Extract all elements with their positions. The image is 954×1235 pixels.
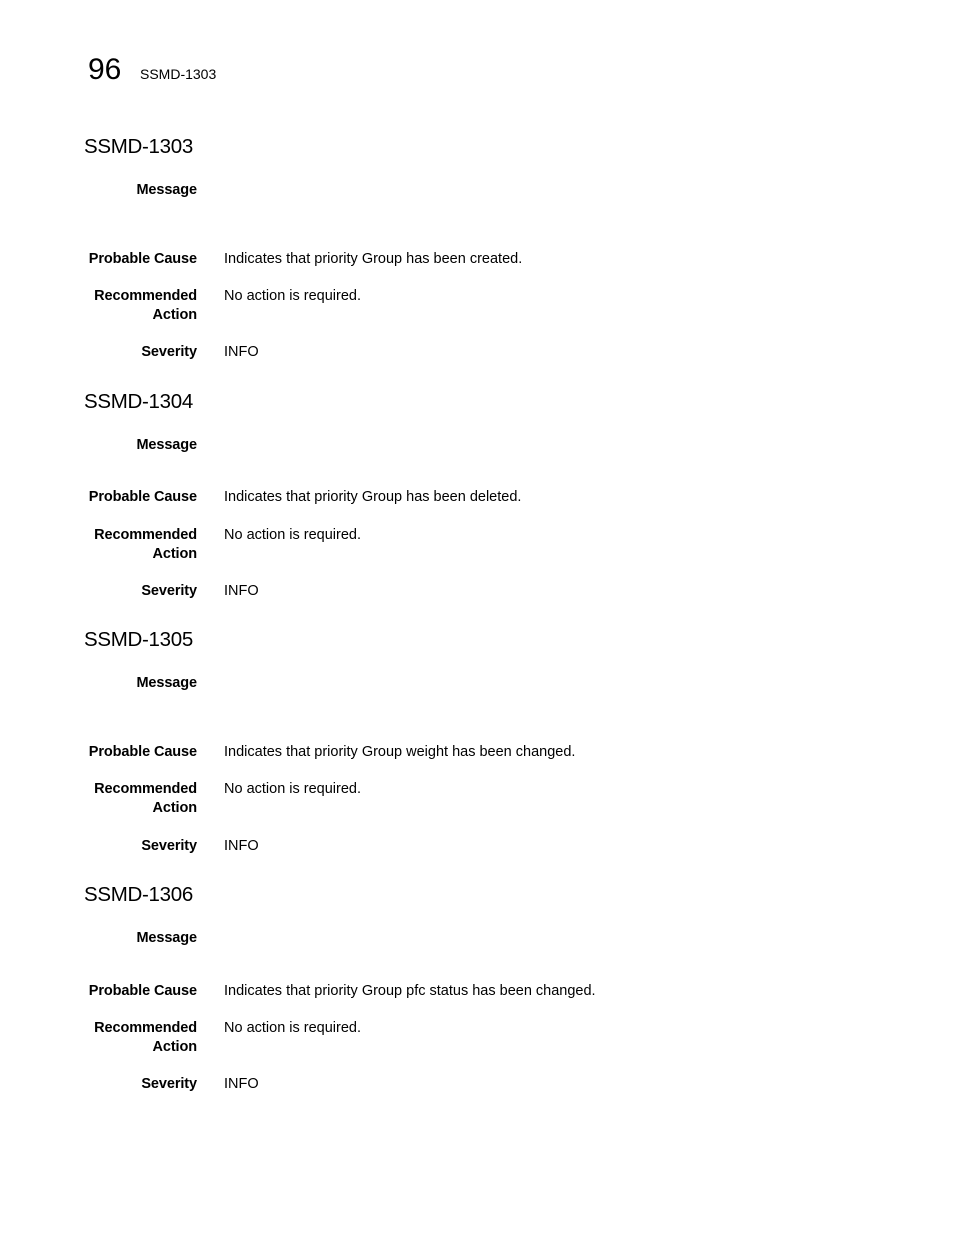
message-label: Message [136,675,197,691]
severity-label: Severity [141,1076,197,1092]
severity-value: INFO [224,1076,259,1092]
recommended-action-label-line1: Recommended [94,527,197,543]
recommended-action-label [47,287,197,325]
recommended-action-label-line2: Action [152,1039,197,1055]
probable-cause-label: Probable Cause [88,744,197,760]
recommended-action-label-line2: Action [152,307,197,323]
severity-label: Severity [141,583,197,599]
recommended-action-label [47,1019,197,1057]
entry-title: SSMD-1305 [84,628,193,651]
message-label: Message [136,182,197,198]
probable-cause-label: Probable Cause [88,983,197,999]
probable-cause-label: Probable Cause [88,251,197,267]
recommended-action-value: No action is required. [224,781,362,797]
severity-label: Severity [141,838,197,854]
recommended-action-value: No action is required. [224,1020,362,1036]
recommended-action-label-line1: Recommended [94,288,197,304]
recommended-action-label-line1: Recommended [94,1020,197,1036]
severity-value: INFO [224,344,259,360]
recommended-action-label-line2: Action [152,800,197,816]
entry-title: SSMD-1306 [84,883,193,906]
severity-label: Severity [141,344,197,360]
probable-cause-label: Probable Cause [88,489,197,505]
probable-cause-value: Indicates that priority Group has been deleted. [224,489,522,505]
probable-cause-value: Indicates that priority Group weight has been changed. [224,744,576,760]
running-title: SSMD-1303 [140,66,217,82]
entry-title: SSMD-1303 [84,135,193,158]
recommended-action-label [47,526,197,564]
recommended-action-label-line1: Recommended [94,781,197,797]
severity-value: INFO [224,583,259,599]
message-label: Message [136,437,197,453]
entry-title: SSMD-1304 [84,390,193,413]
probable-cause-value: Indicates that priority Group pfc status has been changed. [224,983,596,999]
probable-cause-value: Indicates that priority Group has been created. [224,251,523,267]
recommended-action-label-line2: Action [152,546,197,562]
chapter-number: 96 [88,53,122,86]
recommended-action-label [47,780,197,818]
recommended-action-value: No action is required. [224,527,362,543]
recommended-action-value: No action is required. [224,288,362,304]
message-label: Message [136,930,197,946]
severity-value: INFO [224,838,259,854]
